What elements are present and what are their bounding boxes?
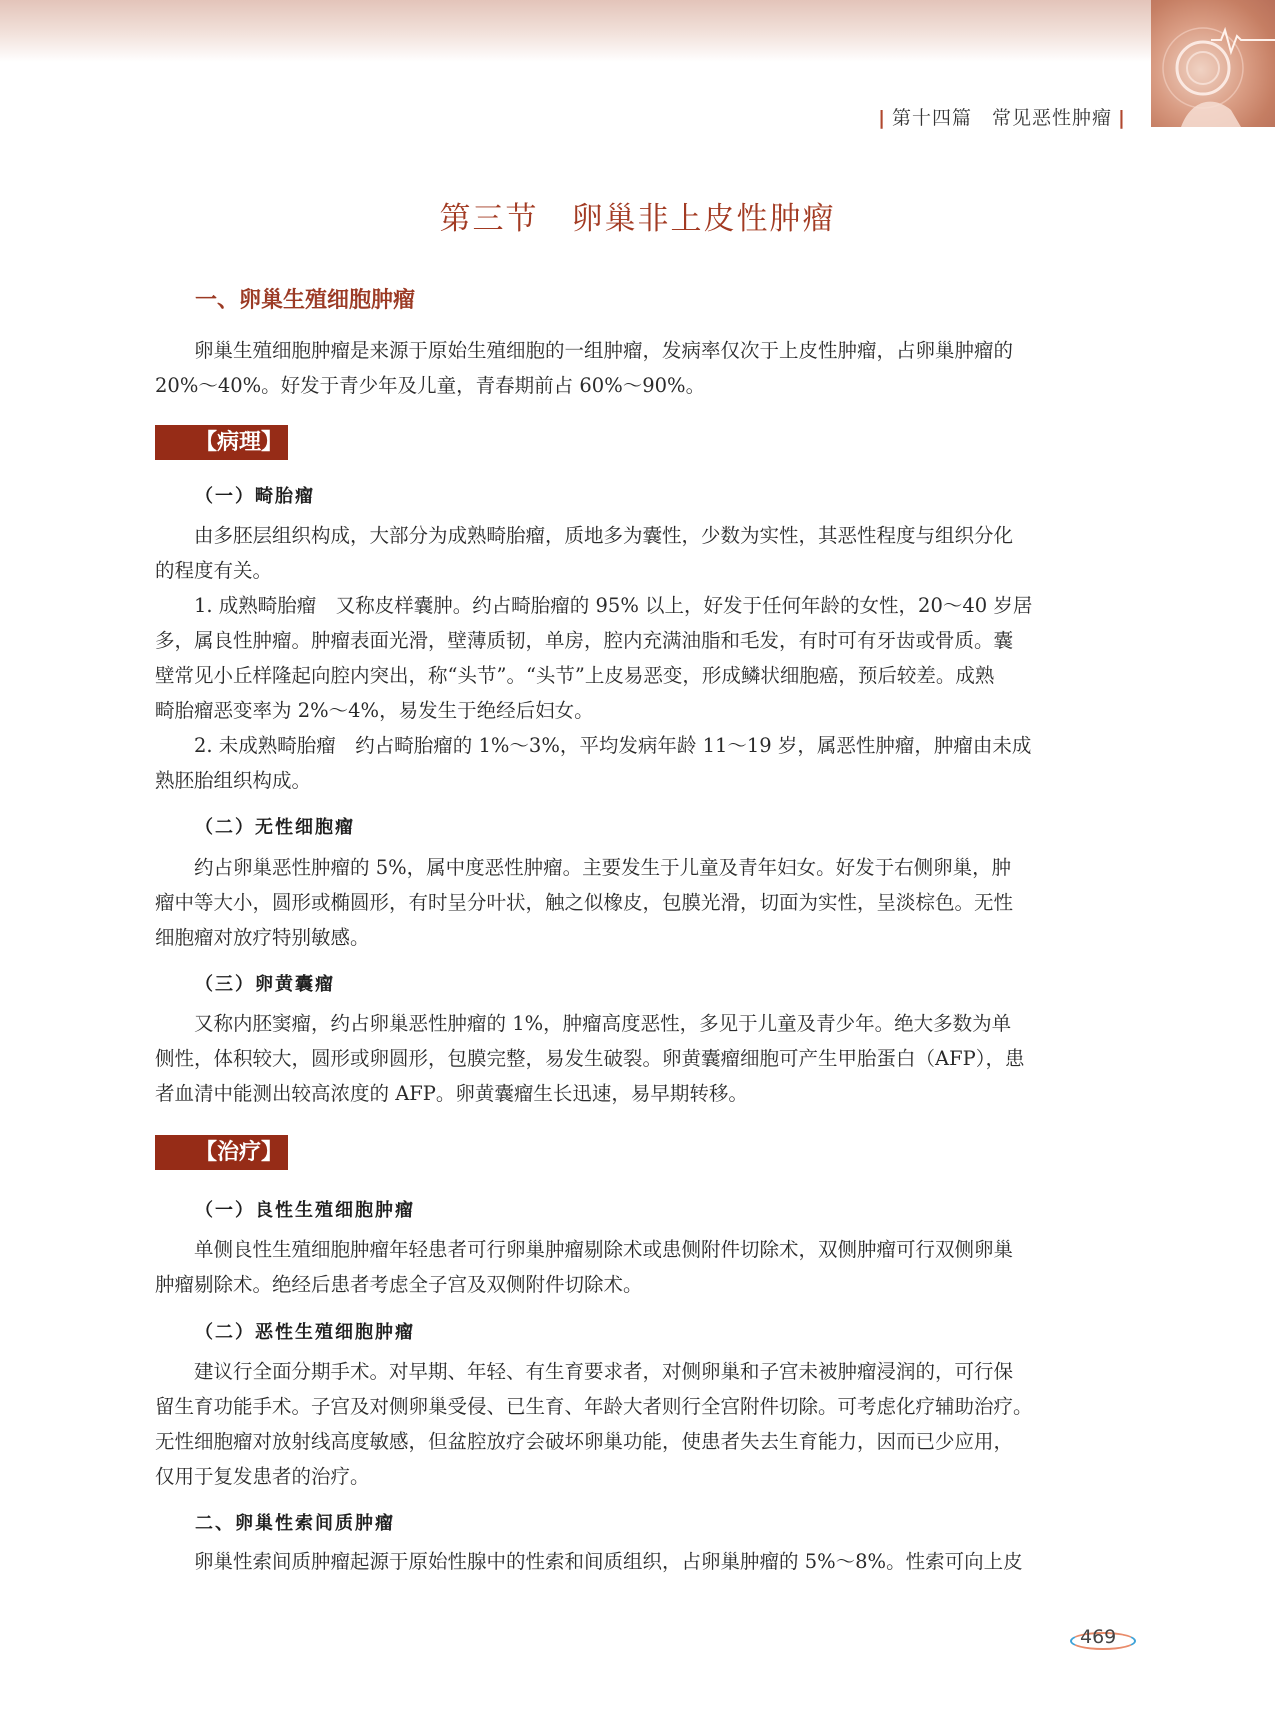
heading-germ-cell-tumors: 一、卵巢生殖细胞肿瘤: [195, 288, 416, 313]
banner-treatment: 【治疗】: [155, 1135, 288, 1170]
paragraph-germ-cell-intro: [155, 333, 1130, 403]
text-line: 仅用于复发患者的治疗。: [155, 1465, 370, 1488]
text-line: 卵巢生殖细胞肿瘤是来源于原始生殖细胞的一组肿瘤，发病率仅次于上皮性肿瘤，占卵巢肿瘤的: [194, 339, 1014, 362]
paragraph-malignant-germ-cell: [155, 1354, 1130, 1494]
text-line: 熟胚胎组织构成。: [155, 769, 312, 792]
text-line: 瘤中等大小，圆形或椭圆形，有时呈分叶状，触之似橡皮，包膜光滑，切面为实性，呈淡棕色。无性: [155, 891, 1014, 914]
text-line: 壁常见小丘样隆起向腔内突出，称“头节”。“头节”上皮易恶变，形成鳞状细胞癌，预后较差。成熟: [155, 664, 995, 687]
corner-medical-illustration: [1151, 0, 1275, 127]
banner-pathology: 【病理】: [155, 425, 288, 460]
text-line: 畸胎瘤恶变率为 2%～4%，易发生于绝经后妇女。: [155, 699, 594, 722]
text-line: 2. 未成熟畸胎瘤 约占畸胎瘤的 1%～3%，平均发病年龄 11～19 岁，属恶性肿瘤，肿瘤由未成: [194, 734, 1032, 757]
text-line: 者血清中能测出较高浓度的 AFP。卵黄囊瘤生长迅速，易早期转移。: [155, 1082, 748, 1105]
text-line: 肿瘤剔除术。绝经后患者考虑全子宫及双侧附件切除术。: [155, 1273, 643, 1296]
text-line: 无性细胞瘤对放射线高度敏感，但盆腔放疗会破坏卵巢功能，使患者失去生育能力，因而已少应用，: [155, 1430, 1014, 1453]
stethoscope-icon: [1151, 0, 1275, 127]
text-line: 细胞瘤对放疗特别敏感。: [155, 926, 370, 949]
text-line: 20%～40%。好发于青少年及儿童，青春期前占 60%～90%。: [155, 374, 706, 397]
section-title: 第三节 卵巢非上皮性肿瘤: [439, 201, 836, 237]
paragraph-benign-germ-cell: [155, 1232, 1130, 1302]
text-line: 侧性，体积较大，圆形或卵圆形，包膜完整，易发生破裂。卵黄囊瘤细胞可产生甲胎蛋白（AFP），患: [155, 1047, 1025, 1070]
subheading-malignant-germ-cell: （二）恶性生殖细胞肿瘤: [195, 1322, 415, 1343]
text-line: 多，属良性肿瘤。肿瘤表面光滑，壁薄质韧，单房，腔内充满油脂和毛发，有时可有牙齿或骨质。囊: [155, 629, 1014, 652]
running-head: [872, 103, 1132, 130]
running-head-text: 第十四篇 常见恶性肿瘤: [892, 107, 1113, 129]
subheading-teratoma: （一）畸胎瘤: [195, 486, 315, 507]
text-line: 约占卵巢恶性肿瘤的 5%，属中度恶性肿瘤。主要发生于儿童及青年妇女。好发于右侧卵巢，肿: [194, 856, 1012, 879]
page-number: 469: [1080, 1626, 1117, 1648]
subheading-sex-cord-stromal: 二、卵巢性索间质肿瘤: [195, 1513, 395, 1534]
text-line: 留生育功能手术。子宫及对侧卵巢受侵、已生育、年龄大者则行全宫附件切除。可考虑化疗辅助治疗。: [155, 1395, 1033, 1418]
subheading-dysgerminoma: （二）无性细胞瘤: [195, 817, 355, 838]
subheading-yolk-sac-tumor: （三）卵黄囊瘤: [195, 974, 335, 995]
subheading-benign-germ-cell: （一）良性生殖细胞肿瘤: [195, 1200, 415, 1221]
running-head-separator-left: |: [878, 107, 887, 129]
top-decorative-band: [0, 0, 1275, 62]
paragraph-teratoma: [155, 518, 1130, 798]
text-line: 由多胚层组织构成，大部分为成熟畸胎瘤，质地多为囊性，少数为实性，其恶性程度与组织分化: [194, 524, 1014, 547]
paragraph-dysgerminoma: [155, 850, 1130, 955]
text-line: 单侧良性生殖细胞肿瘤年轻患者可行卵巢肿瘤剔除术或患侧附件切除术，双侧肿瘤可行双侧卵巢: [194, 1238, 1014, 1261]
paragraph-yolk-sac-tumor: [155, 1006, 1130, 1111]
paragraph-sex-cord-stromal: [155, 1544, 1130, 1579]
text-line: 卵巢性索间质肿瘤起源于原始性腺中的性索和间质组织，占卵巢肿瘤的 5%～8%。性索可向上皮: [194, 1550, 1023, 1573]
running-head-separator-right: |: [1118, 107, 1126, 129]
text-line: 1. 成熟畸胎瘤 又称皮样囊肿。约占畸胎瘤的 95% 以上，好发于任何年龄的女性，20～40 岁居: [194, 594, 1033, 617]
text-line: 又称内胚窦瘤，约占卵巢恶性肿瘤的 1%，肿瘤高度恶性，多见于儿童及青少年。绝大多数为单: [194, 1012, 1012, 1035]
text-line: 的程度有关。: [155, 559, 273, 582]
text-line: 建议行全面分期手术。对早期、年轻、有生育要求者，对侧卵巢和子宫未被肿瘤浸润的，可行保: [194, 1360, 1014, 1383]
